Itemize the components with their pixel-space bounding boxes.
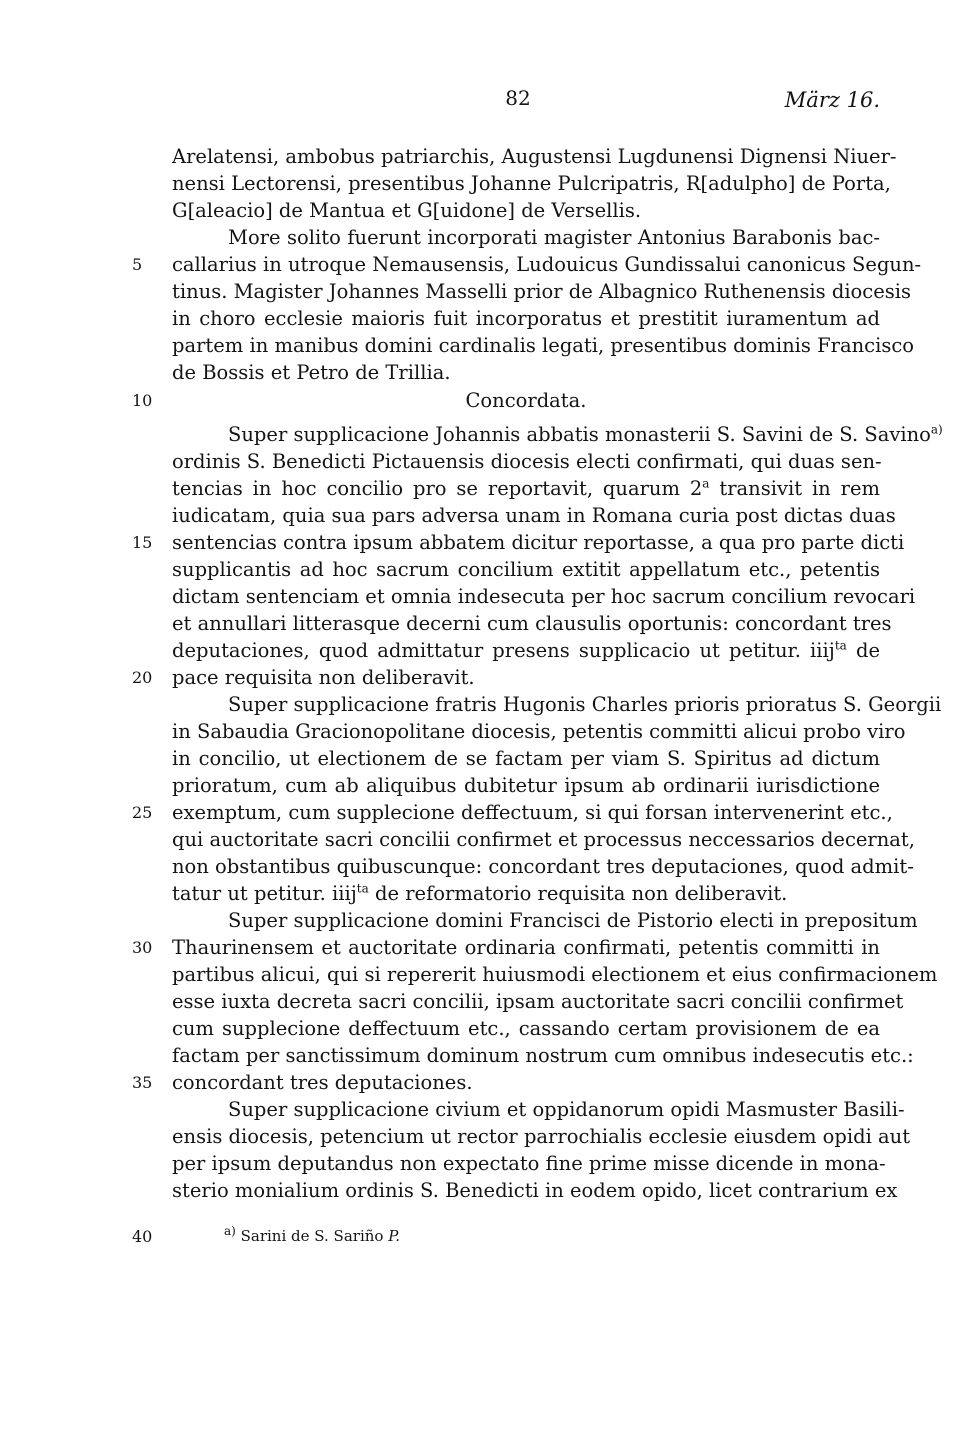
line-number: 5 [132, 255, 143, 274]
text-line: tinus. Magister Johannes Masselli prior de Albagnico Ruthenensis diocesis [172, 280, 912, 303]
text-line: in choro ecclesie maioris fuit incorporatus et prestitit iuramentum ad [172, 307, 880, 330]
line-text: tencias in hoc concilio pro se reportavit, quarum 2 [172, 477, 703, 500]
line-text: de [846, 639, 880, 662]
text-line: pace requisita non deliberavit. [172, 666, 475, 689]
text-line: More solito fuerunt incorporati magister Antonius Barabonis bac- [228, 226, 880, 249]
ordinal-superscript: ta [356, 881, 369, 896]
text-line: nensi Lectorensi, presentibus Johanne Pulcripatris, R[adulpho] de Porta, [172, 172, 891, 195]
text-line: iudicatam, quia sua pars adversa unam in Romana curia post dictas duas [172, 504, 896, 527]
line-number: 20 [132, 668, 153, 687]
text-line [172, 637, 880, 664]
text-line: supplicantis ad hoc sacrum concilium extitit appellatum etc., petentis [172, 558, 880, 581]
text-line: de Bossis et Petro de Trillia. [172, 361, 451, 384]
text-line [172, 880, 880, 907]
line-number: 35 [132, 1073, 153, 1092]
text-line: ordinis S. Benedicti Pictauensis diocesis electi confirmati, qui duas sen- [172, 450, 882, 473]
text-line: prioratum, cum ab aliquibus dubitetur ipsum ab ordinarii iurisdictione [172, 774, 880, 797]
line-text: transivit in rem [709, 477, 880, 500]
line-text: deputaciones, quod admittatur presens supplicacio ut petitur. iiij [172, 639, 835, 662]
ordinal-superscript: a [702, 476, 710, 491]
text-line: exemptum, cum supplecione deffectuum, si qui forsan intervenerint etc., [172, 801, 893, 824]
text-line: callarius in utroque Nemausensis, Ludouicus Gundissalui canonicus Segun- [172, 253, 922, 276]
text-line: per ipsum deputandus non expectato fine prime misse dicende in mona- [172, 1152, 886, 1175]
text-line: sentencias contra ipsum abbatem dicitur reportasse, a qua pro parte dicti [172, 531, 905, 554]
text-line: Super supplicacione domini Francisci de Pistorio electi in prepositum [228, 909, 918, 932]
page-number: 82 [505, 86, 531, 110]
text-line: Super supplicacione civium et oppidanorum opidi Masmuster Basili- [228, 1098, 905, 1121]
text-line: Thaurinensem et auctoritate ordinaria confirmati, petentis committi in [172, 936, 880, 959]
text-line: esse iuxta decreta sacri concilii, ipsam auctoritate sacri concilii confirmet [172, 990, 904, 1013]
section-heading: Concordata. [465, 389, 587, 412]
text-line: cum supplecione deffectuum etc., cassando certam provisionem de ea [172, 1017, 880, 1040]
footnote [224, 1223, 400, 1250]
line-number: 30 [132, 938, 153, 957]
text-line: et annullari litterasque decerni cum clausulis oportunis: concordant tres [172, 612, 892, 635]
text-line: in concilio, ut electionem de se factam per viam S. Spiritus ad dictum [172, 747, 880, 770]
text-line: in Sabaudia Gracionopolitane diocesis, petentis committi alicui probo viro [172, 720, 906, 743]
ordinal-superscript: ta [834, 638, 847, 653]
footnote-siglum: P. [388, 1227, 401, 1245]
line-text: de reformatorio requisita non deliberavit. [368, 882, 788, 905]
text-line: G[aleacio] de Mantua et G[uidone] de Versellis. [172, 199, 642, 222]
text-line: concordant tres deputaciones. [172, 1071, 473, 1094]
text-line: Arelatensi, ambobus patriarchis, Augustensi Lugdunensi Dignensi Niuer- [172, 145, 897, 168]
line-number: 10 [132, 391, 153, 410]
text-line: partibus alicui, qui si repererit huiusmodi electionem et eius confirmacionem [172, 963, 938, 986]
text-line: qui auctoritate sacri concilii confirmet et processus neccessarios decernat, [172, 828, 915, 851]
text-line: factam per sanctissimum dominum nostrum cum omnibus indesecutis etc.: [172, 1044, 914, 1067]
text-line [172, 475, 880, 502]
footnote-text: Sarini de S. Sariño [235, 1227, 389, 1245]
line-text: tatur ut petitur. iiij [172, 882, 357, 905]
footnote-reference: a) [930, 422, 943, 437]
text-line: ensis diocesis, petencium ut rector parrochialis ecclesie eiusdem opidi aut [172, 1125, 911, 1148]
text-line: non obstantibus quibuscunque: concordant tres deputaciones, quod admit- [172, 855, 914, 878]
text-line: dictam sentenciam et omnia indesecuta per hoc sacrum concilium revocari [172, 585, 916, 608]
line-number: 15 [132, 533, 153, 552]
running-head: März 16. [784, 88, 880, 112]
line-number: 25 [132, 803, 153, 822]
line-number: 40 [132, 1227, 153, 1246]
text-line: Super supplicacione fratris Hugonis Charles prioris prioratus S. Georgii [228, 693, 942, 716]
line-text: Super supplicacione Johannis abbatis monasterii S. Savini de S. Savino [228, 423, 931, 446]
text-line [172, 421, 943, 448]
text-line: sterio monialium ordinis S. Benedicti in eodem opido, licet contrarium ex [172, 1179, 898, 1202]
footnote-marker: a) [224, 1224, 236, 1238]
text-line: partem in manibus domini cardinalis legati, presentibus dominis Francisco [172, 334, 914, 357]
